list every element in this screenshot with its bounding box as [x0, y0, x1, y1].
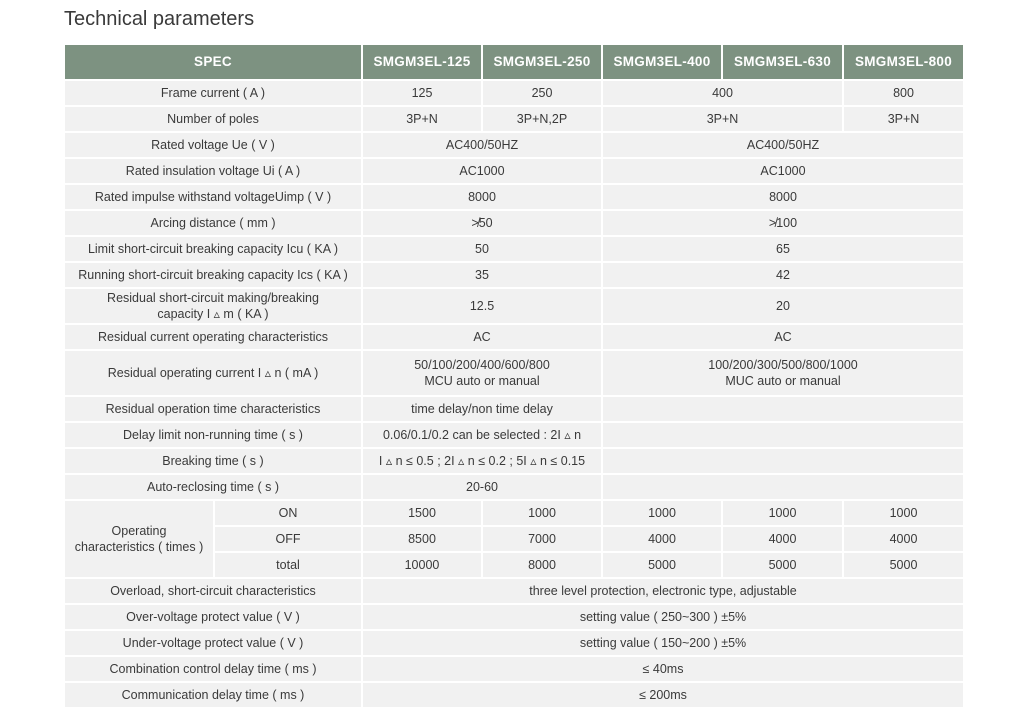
row-label: Frame current ( A ) — [64, 80, 362, 106]
label-line: capacity I ▵ m ( KA ) — [157, 307, 269, 321]
row-label: Limit short-circuit breaking capacity Icu ( KA ) — [64, 236, 362, 262]
row-label: Over-voltage protect value ( V ) — [64, 604, 362, 630]
table-row — [64, 262, 964, 288]
table-row — [64, 474, 964, 500]
table-header-row — [64, 44, 964, 80]
cell-value: 800 — [843, 80, 964, 106]
row-label: Rated voltage Ue ( V ) — [64, 132, 362, 158]
row-label: Under-voltage protect value ( V ) — [64, 630, 362, 656]
cell-value: 12.5 — [362, 288, 602, 324]
cell-value: 3P+N — [362, 106, 482, 132]
row-label: Breaking time ( s ) — [64, 448, 362, 474]
table-row — [64, 422, 964, 448]
table-row — [64, 132, 964, 158]
row-label: Residual current operating characteristics — [64, 324, 362, 350]
cell-value: 125 — [362, 80, 482, 106]
model-header: SMGM3EL-630 — [722, 44, 843, 80]
cell-value: AC1000 — [602, 158, 964, 184]
cell-value: 50 — [362, 236, 602, 262]
row-label: Delay limit non-running time ( s ) — [64, 422, 362, 448]
cell-value: 20 — [602, 288, 964, 324]
table-row — [64, 324, 964, 350]
label-line: Residual short-circuit making/breaking — [107, 291, 319, 305]
cell-value: 4000 — [602, 526, 722, 552]
row-label: Running short-circuit breaking capacity Ics ( KA ) — [64, 262, 362, 288]
cell-value: 3P+N,2P — [482, 106, 602, 132]
cell-value: ≯50 — [362, 210, 602, 236]
cell-value: 5000 — [602, 552, 722, 578]
cell-value — [602, 396, 964, 422]
cell-value: 1000 — [722, 500, 843, 526]
value-line: MUC auto or manual — [725, 374, 841, 388]
cell-value — [362, 350, 602, 396]
table-row — [64, 288, 964, 324]
cell-value: 250 — [482, 80, 602, 106]
cell-value: 7000 — [482, 526, 602, 552]
cell-value: 0.06/0.1/0.2 can be selected : 2I ▵ n — [362, 422, 602, 448]
table-row — [64, 500, 964, 526]
cell-value: 400 — [602, 80, 843, 106]
cell-value: AC — [362, 324, 602, 350]
cell-value: 1000 — [602, 500, 722, 526]
table-row — [64, 106, 964, 132]
cell-value: 1500 — [362, 500, 482, 526]
cell-value: 4000 — [722, 526, 843, 552]
cell-value: AC400/50HZ — [602, 132, 964, 158]
label-line: Operating — [111, 524, 167, 538]
table-row — [64, 184, 964, 210]
value-line: 50/100/200/400/600/800 — [414, 358, 550, 372]
cell-value: setting value ( 250~300 ) ±5% — [362, 604, 964, 630]
cell-value: setting value ( 150~200 ) ±5% — [362, 630, 964, 656]
table-row — [64, 236, 964, 262]
cell-value: 5000 — [843, 552, 964, 578]
technical-parameters-table — [63, 43, 965, 709]
cell-value: 20-60 — [362, 474, 602, 500]
table-row — [64, 578, 964, 604]
cell-value: 65 — [602, 236, 964, 262]
cell-value: 5000 — [722, 552, 843, 578]
row-label: Combination control delay time ( ms ) — [64, 656, 362, 682]
cell-value: 8500 — [362, 526, 482, 552]
cell-value: ≯100 — [602, 210, 964, 236]
row-label — [64, 500, 214, 578]
sub-label: total — [214, 552, 362, 578]
cell-value: 3P+N — [602, 106, 843, 132]
row-label: Rated impulse withstand voltageUimp ( V ) — [64, 184, 362, 210]
row-label — [64, 288, 362, 324]
cell-value: 8000 — [362, 184, 602, 210]
cell-value: 1000 — [843, 500, 964, 526]
row-label: Residual operating current I ▵ n ( mA ) — [64, 350, 362, 396]
cell-value: 4000 — [843, 526, 964, 552]
sub-label: OFF — [214, 526, 362, 552]
model-header: SMGM3EL-250 — [482, 44, 602, 80]
cell-value: AC — [602, 324, 964, 350]
cell-value: three level protection, electronic type, adjustable — [362, 578, 964, 604]
table-row — [64, 604, 964, 630]
page-title: Technical parameters — [64, 8, 255, 30]
cell-value: ≤ 200ms — [362, 682, 964, 708]
table-row — [64, 210, 964, 236]
cell-value: 42 — [602, 262, 964, 288]
row-label: Number of poles — [64, 106, 362, 132]
row-label: Arcing distance ( mm ) — [64, 210, 362, 236]
cell-value: 1000 — [482, 500, 602, 526]
row-label: Rated insulation voltage Ui ( A ) — [64, 158, 362, 184]
row-label: Communication delay time ( ms ) — [64, 682, 362, 708]
row-label: Overload, short-circuit characteristics — [64, 578, 362, 604]
cell-value: 10000 — [362, 552, 482, 578]
table-row — [64, 350, 964, 396]
cell-value: 3P+N — [843, 106, 964, 132]
model-header: SMGM3EL-125 — [362, 44, 482, 80]
table-row — [64, 656, 964, 682]
spec-header: SPEC — [64, 44, 362, 80]
model-header: SMGM3EL-400 — [602, 44, 722, 80]
table-row — [64, 448, 964, 474]
row-label: Residual operation time characteristics — [64, 396, 362, 422]
cell-value — [602, 422, 964, 448]
row-label: Auto-reclosing time ( s ) — [64, 474, 362, 500]
cell-value: ≤ 40ms — [362, 656, 964, 682]
cell-value: I ▵ n ≤ 0.5 ; 2I ▵ n ≤ 0.2 ; 5I ▵ n ≤ 0.15 — [362, 448, 602, 474]
cell-value — [602, 474, 964, 500]
table-row — [64, 396, 964, 422]
cell-value: time delay/non time delay — [362, 396, 602, 422]
table-row — [64, 80, 964, 106]
cell-value: 8000 — [602, 184, 964, 210]
model-header: SMGM3EL-800 — [843, 44, 964, 80]
table-row — [64, 158, 964, 184]
cell-value: AC400/50HZ — [362, 132, 602, 158]
cell-value — [602, 448, 964, 474]
sub-label: ON — [214, 500, 362, 526]
cell-value: 35 — [362, 262, 602, 288]
label-line: characteristics ( times ) — [74, 540, 204, 554]
table-row — [64, 682, 964, 708]
value-line: 100/200/300/500/800/1000 — [708, 358, 858, 372]
cell-value: AC1000 — [362, 158, 602, 184]
table-row — [64, 630, 964, 656]
cell-value — [602, 350, 964, 396]
cell-value: 8000 — [482, 552, 602, 578]
value-line: MCU auto or manual — [424, 374, 540, 388]
